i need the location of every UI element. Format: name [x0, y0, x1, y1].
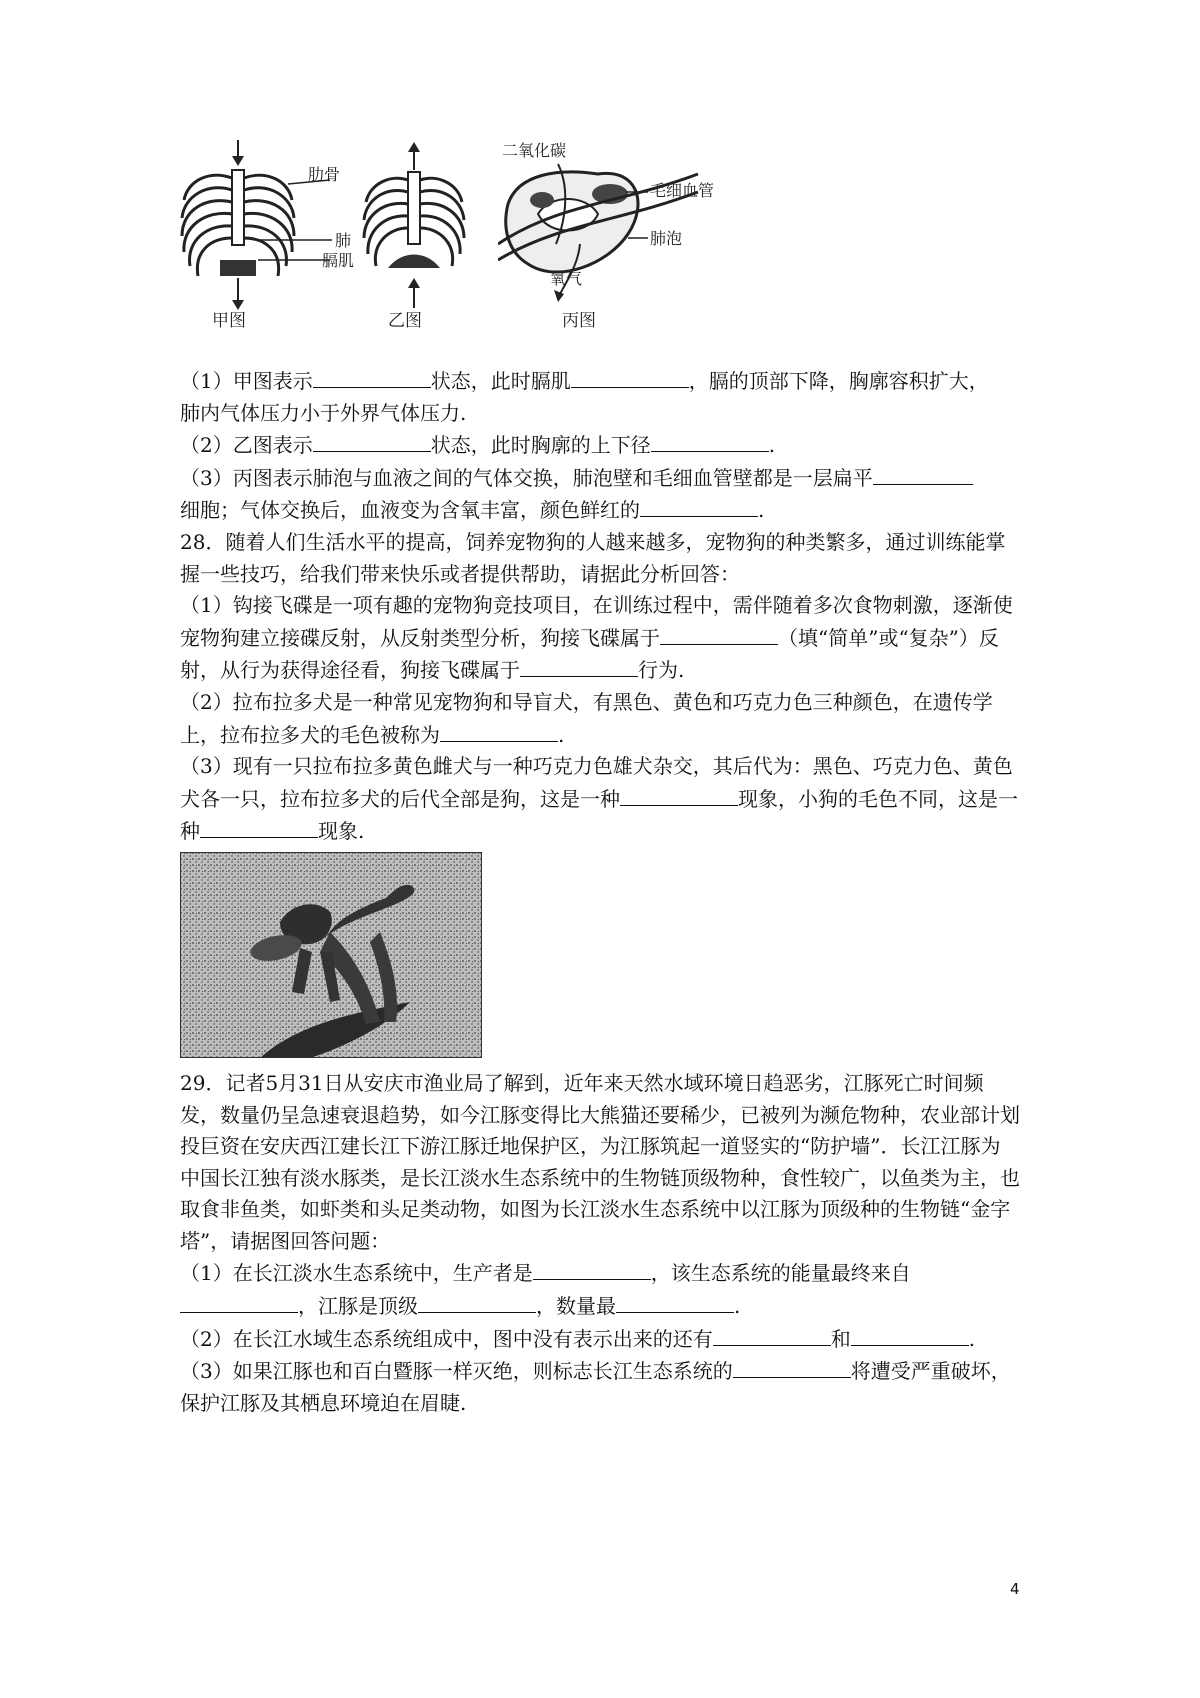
q29-p2-text: . — [968, 1326, 976, 1351]
q27-p1-text: 状态，此时膈肌 — [430, 369, 571, 393]
answer-blank[interactable] — [200, 815, 318, 838]
q29-p2-text: 和 — [830, 1326, 851, 1351]
q29-part3 — [180, 1355, 1020, 1419]
q28-p1-text: （1）钩接飞碟是一项有趣的宠物狗竞技项目，在训练过程中，需伴随着多次食物刺激，逐渐使宠物狗建立接碟反射，从反射类型分析，狗接飞碟属于 — [180, 593, 1013, 650]
answer-blank[interactable] — [418, 1290, 536, 1313]
q27-p2-text: . — [768, 433, 776, 458]
q29-p3-text: 将遭受严重破坏，保护江豚及其栖息环境迫在眉睫. — [180, 1359, 1011, 1415]
answer-blank[interactable] — [640, 494, 758, 517]
q29-p3-text: （3）如果江豚也和百白暨豚一样灭绝，则标志长江生态系统的 — [180, 1359, 733, 1384]
answer-blank[interactable] — [651, 429, 769, 452]
q29-part1 — [180, 1257, 1020, 1322]
q28-part3 — [180, 751, 1020, 848]
ribcage-inhale-diagram — [358, 140, 488, 330]
q27-part2 — [180, 429, 1020, 462]
label-lung: 肺 — [335, 231, 352, 250]
q27-p1-text: 肺内气体压力小于外界气体压力. — [180, 400, 467, 425]
q27-p1-text: ，膈的顶部下降，胸廓容积扩大， — [688, 369, 989, 393]
q28-p1-text: （填“简单”或“复杂”）反射，从行为获得途径看，狗接飞碟属于 — [180, 625, 999, 683]
q29-p1-text: ，江豚是顶级 — [298, 1294, 418, 1319]
answer-blank[interactable] — [660, 622, 778, 645]
figure-bing — [498, 134, 738, 334]
answer-blank[interactable] — [440, 719, 558, 742]
caption-bing: 丙图 — [562, 311, 596, 331]
figure-yi — [358, 140, 488, 330]
answer-blank[interactable] — [851, 1323, 969, 1346]
answer-blank[interactable] — [571, 365, 689, 388]
q27-p2-text: （2）乙图表示 — [180, 433, 313, 458]
label-oxygen: 氧气 — [550, 269, 583, 288]
alveolus-gas-exchange-diagram — [498, 134, 738, 334]
q29-intro: 29．记者5月31日从安庆市渔业局了解到，近年来天然水域环境日趋恶劣，江豚死亡时间频发，数量仍呈急速衰退趋势，如今江豚变得比大熊猫还要稀少，已被列为濒危物种，农业部计划投巨资在安庆西江建长江下游江豚迁地保护区，为江豚筑起一道竖实的“防护墙”．长江江豚为中国长江独有淡水豚类，是长江淡水生态系统中的生物链顶级物种，食性较广，以鱼类为主，也取食非鱼类，如虾类和头足类动物，如图为长江淡水生态系统中以江豚为顶级种的生物链“金字塔”，请据图回答问题： — [180, 1070, 1020, 1253]
q28-p2-text: . — [558, 722, 565, 747]
label-rib: 肋骨 — [308, 165, 341, 184]
ribcage-exhale-diagram — [180, 140, 360, 330]
q27-p3-text: 细胞；气体交换后，血液变为含氧丰富，颜色鲜红的 — [180, 498, 640, 523]
figure-jia — [180, 140, 360, 330]
answer-blank[interactable] — [873, 462, 973, 485]
caption-jia: 甲图 — [212, 311, 246, 331]
dog-catching-frisbee-image — [180, 852, 482, 1058]
question-content — [180, 365, 1020, 1419]
answer-blank[interactable] — [616, 1290, 734, 1313]
answer-blank[interactable] — [620, 783, 738, 806]
answer-blank[interactable] — [533, 1257, 651, 1280]
q29-p1-text: ，该生态系统的能量最终来自 — [650, 1261, 911, 1286]
q29-p1-text: . — [734, 1294, 741, 1319]
q28-p1-text: 行为. — [638, 658, 685, 683]
q28-p3-text: 现象，小狗的毛色不同，这是一种 — [180, 786, 1018, 844]
q28-part2 — [180, 687, 1020, 751]
answer-blank[interactable] — [180, 1290, 298, 1313]
q27-part3 — [180, 462, 1020, 527]
answer-blank[interactable] — [520, 654, 638, 677]
figure-row — [180, 140, 800, 360]
q29-p1-text: ，数量最 — [536, 1294, 616, 1319]
q28-p2-text: （2）拉布拉多犬是一种常见宠物狗和导盲犬，有黑色、黄色和巧克力色三种颜色，在遗传学上，拉布拉多犬的毛色被称为 — [180, 689, 993, 747]
q29-p2-text: （2）在长江水域生态系统组成中，图中没有表示出来的还有 — [180, 1326, 713, 1351]
q29-p1-text: （1）在长江淡水生态系统中，生产者是 — [180, 1261, 533, 1286]
q28-p3-text: （3）现有一只拉布拉多黄色雌犬与一种巧克力色雄犬杂交，其后代为：黑色、巧克力色、黄色犬各一只，拉布拉多犬的后代全部是狗，这是一种 — [180, 754, 1013, 811]
answer-blank[interactable] — [733, 1355, 851, 1378]
answer-blank[interactable] — [313, 365, 431, 388]
answer-blank[interactable] — [313, 429, 431, 452]
answer-blank[interactable] — [713, 1323, 831, 1346]
q28-p3-text: 现象. — [318, 819, 365, 844]
q27-p3-text: . — [758, 498, 765, 523]
q28-intro: 28．随着人们生活水平的提高，饲养宠物狗的人越来越多，宠物狗的种类繁多，通过训练能掌握一些技巧，给我们带来快乐或者提供帮助，请据此分析回答： — [180, 529, 1006, 586]
q28-part1 — [180, 590, 1020, 687]
q29-part2 — [180, 1323, 1020, 1356]
label-diaphragm: 膈肌 — [322, 251, 355, 270]
q27-p3-text: （3）丙图表示肺泡与血液之间的气体交换，肺泡壁和毛细血管壁都是一层扁平 — [180, 465, 873, 490]
label-capillary: 毛细血管 — [650, 181, 715, 200]
dog-frisbee-photo — [180, 852, 482, 1058]
page-number: 4 — [1010, 1580, 1020, 1598]
caption-yi: 乙图 — [388, 311, 422, 331]
q27-p1-text: （1）甲图表示 — [180, 369, 313, 393]
label-alveolus: 肺泡 — [650, 229, 683, 248]
q27-p2-text: 状态，此时胸廓的上下径 — [430, 433, 651, 458]
q27-part1 — [180, 365, 1020, 429]
label-co2: 二氧化碳 — [502, 141, 567, 160]
